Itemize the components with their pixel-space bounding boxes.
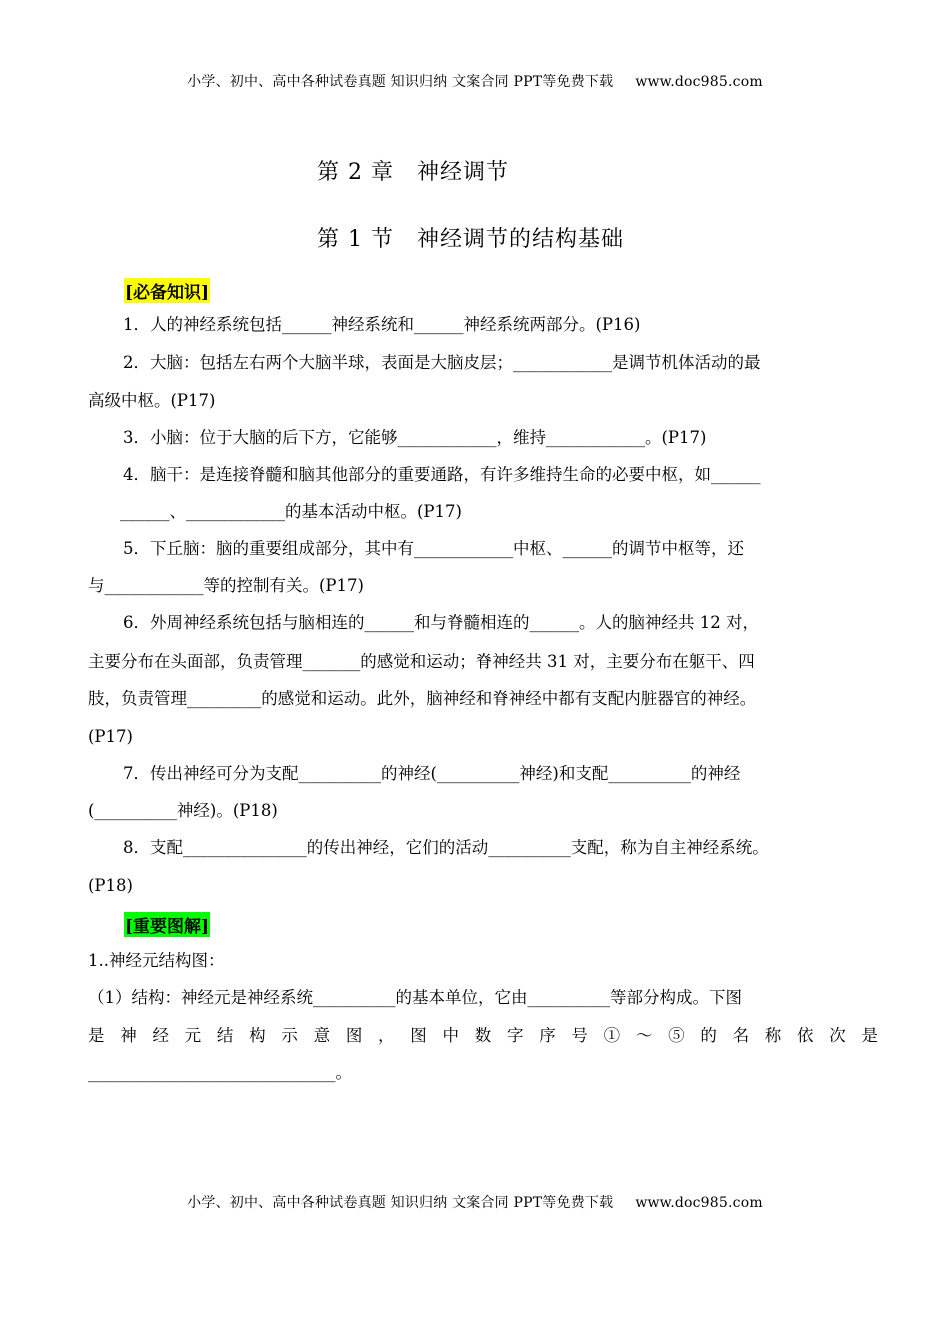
section-title: 第 1 节 神经调节的结构基础 — [317, 227, 624, 252]
question-4-cont: ______、____________的基本活动中枢。(P17) — [120, 502, 462, 521]
question-7: 7．传出神经可分为支配__________的神经(__________神经)和支配__________的神经 — [123, 764, 741, 783]
header-site: www.doc985.com — [635, 74, 763, 90]
diagram-1-title: 1..神经元结构图： — [88, 951, 225, 970]
question-6-cont-1: 主要分布在头面部，负责管理_______的感觉和运动；脊神经共 31 对，主要分布在躯干、四 — [88, 652, 755, 671]
question-8: 8．支配_______________的传出神经，它们的活动__________支配，称为自主神经系统。 — [123, 838, 769, 857]
question-3: 3．小脑：位于大脑的后下方，它能够____________，维持____________。(P17) — [123, 428, 707, 447]
key-diagram-label: [重要图解] — [124, 912, 210, 937]
footer-text: 小学、初中、高中各种试卷真题 知识归纳 文案合同 PPT等免费下载 — [187, 1195, 614, 1211]
header-text: 小学、初中、高中各种试卷真题 知识归纳 文案合同 PPT等免费下载 — [187, 74, 614, 90]
page-footer — [0, 1192, 950, 1212]
question-6-cont-3: (P17) — [88, 727, 133, 746]
chapter-title: 第 2 章 神经调节 — [317, 160, 509, 185]
footer-site: www.doc985.com — [635, 1195, 763, 1211]
diagram-1-structure-cont: 是神经元结构示意图，图中数字序号①～⑤的名称依次是 — [88, 1026, 878, 1045]
page-header — [0, 71, 950, 91]
question-1: 1．人的神经系统包括______神经系统和______神经系统两部分。(P16) — [123, 315, 641, 334]
question-5: 5．下丘脑：脑的重要组成部分，其中有____________中枢、______的调节中枢等，还 — [123, 539, 744, 558]
essential-knowledge-label: [必备知识] — [124, 278, 210, 303]
question-4: 4．脑干：是连接脊髓和脑其他部分的重要通路，有许多维持生命的必要中枢，如______ — [123, 465, 761, 484]
question-7-cont: (__________神经)。(P18) — [88, 801, 278, 820]
diagram-1-answer-blank: ______________________________。 — [88, 1063, 352, 1082]
question-5-cont: 与____________等的控制有关。(P17) — [88, 576, 364, 595]
question-6-cont-2: 肢，负责管理_________的感觉和运动。此外，脑神经和脊神经中都有支配内脏器官的神经。 — [88, 689, 757, 708]
question-2-cont: 高级中枢。(P17) — [88, 391, 216, 410]
question-8-cont: (P18) — [88, 876, 133, 895]
question-6: 6．外周神经系统包括与脑相连的______和与脊髓相连的______。人的脑神经共 12 对， — [123, 613, 759, 632]
question-2: 2．大脑：包括左右两个大脑半球，表面是大脑皮层；____________是调节机体活动的最 — [123, 353, 761, 372]
diagram-1-structure: （1）结构：神经元是神经系统__________的基本单位，它由__________等部分构成。下图 — [88, 988, 742, 1007]
